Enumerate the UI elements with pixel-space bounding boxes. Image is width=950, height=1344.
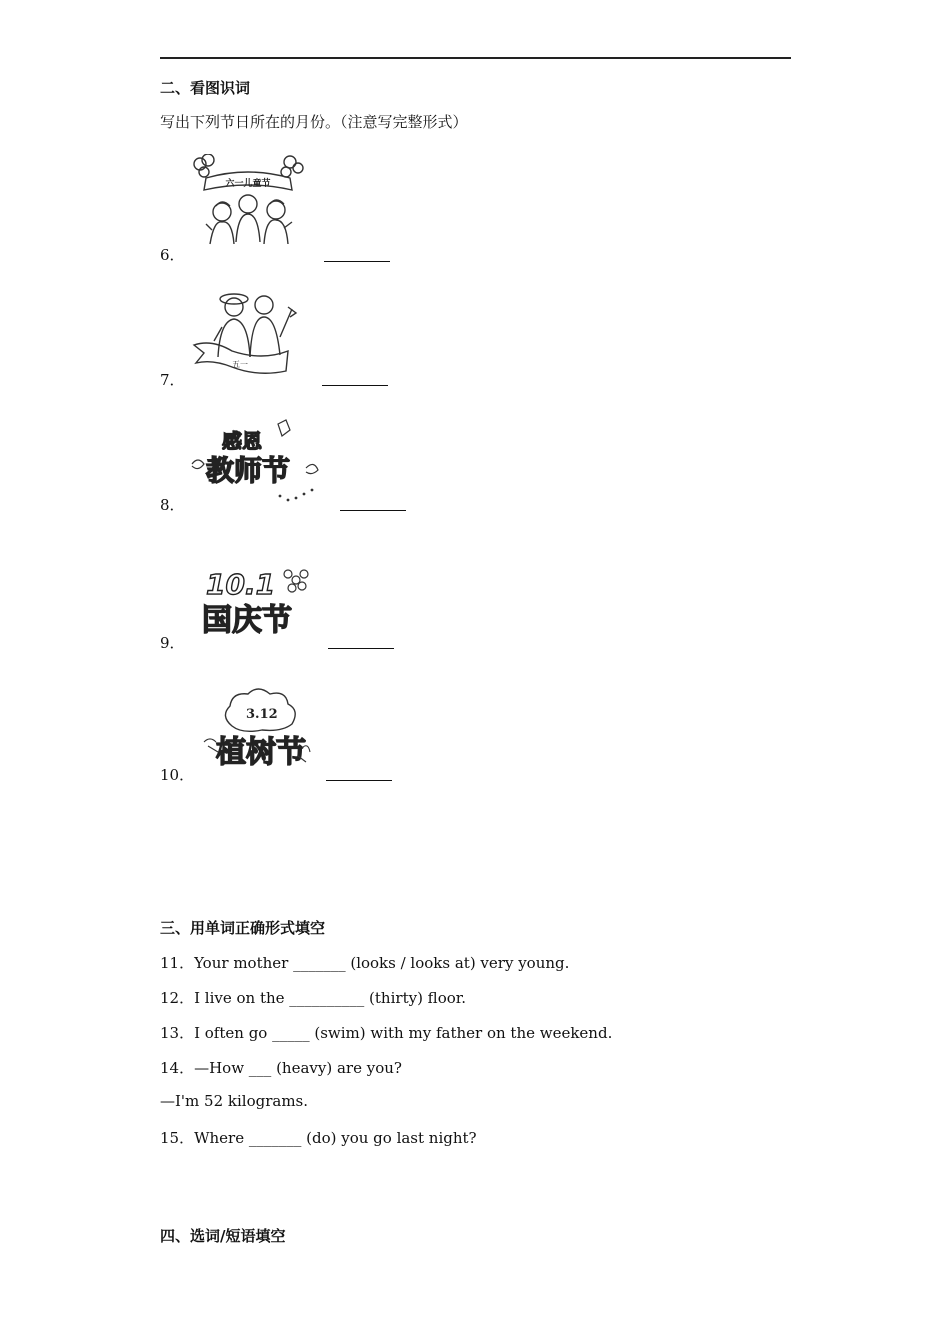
header-rule — [160, 57, 791, 59]
childrens-day-banner: 六一儿童节 — [225, 179, 271, 189]
question-12: 12．I live on the __________ (thirty) floor. — [160, 989, 467, 1007]
national-day-date: 10.1 — [206, 568, 276, 601]
section-4-heading: 四、选词/短语填空 — [160, 1227, 286, 1245]
childrens-day-image — [192, 154, 304, 246]
item-9-number: 9． — [160, 634, 185, 652]
item-6-number: 6． — [160, 246, 185, 264]
item-10-answer-blank[interactable] — [326, 780, 392, 781]
question-14-answer: —I'm 52 kilograms. — [160, 1092, 309, 1110]
tree-planting-day-image — [202, 686, 312, 772]
item-7-number: 7． — [160, 371, 185, 389]
item-8-answer-blank[interactable] — [340, 510, 406, 511]
section-3-heading: 三、用单词正确形式填空 — [160, 919, 326, 937]
item-8-number: 8． — [160, 496, 185, 514]
item-9-answer-blank[interactable] — [328, 648, 394, 649]
national-day-image — [200, 562, 312, 634]
question-15: 15．Where _______ (do) you go last night? — [160, 1129, 477, 1147]
tree-planting-date: 3.12 — [246, 707, 278, 722]
question-13: 13．I often go _____ (swim) with my father on the weekend. — [160, 1024, 613, 1042]
teachers-day-title: 教师节 — [206, 454, 291, 487]
teachers-day-top: 感恩 — [222, 429, 262, 453]
section-2-heading: 二、看图识词 — [160, 79, 251, 97]
item-6-answer-blank[interactable] — [324, 261, 390, 262]
item-10-number: 10． — [160, 766, 195, 784]
item-7-answer-blank[interactable] — [322, 385, 388, 386]
labour-day-image — [192, 287, 300, 377]
section-2-instruction: 写出下列节日所在的月份。（注意写完整形式） — [160, 113, 468, 131]
tree-planting-title: 植树节 — [216, 735, 306, 770]
question-11: 11．Your mother _______ (looks / looks at) very young. — [160, 954, 570, 972]
labour-day-banner: 五一 — [232, 360, 248, 369]
question-14: 14．—How ___ (heavy) are you? — [160, 1059, 402, 1077]
national-day-title: 国庆节 — [202, 603, 292, 634]
teachers-day-image — [188, 418, 322, 506]
